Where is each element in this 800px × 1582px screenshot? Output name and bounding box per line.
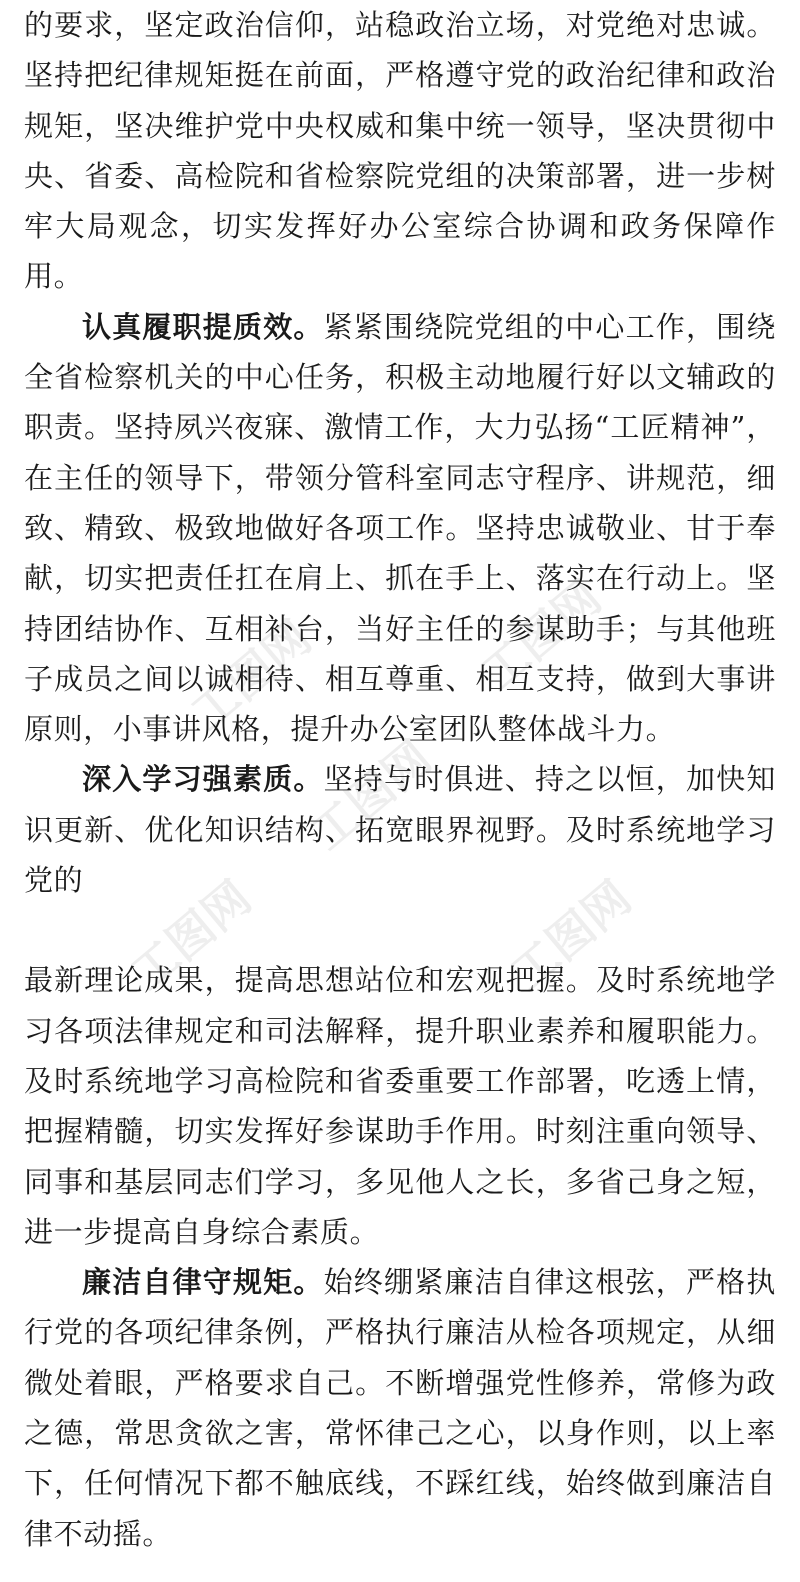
watermark: 工图网 — [120, 870, 262, 1001]
paragraph-study-continued — [24, 955, 776, 1257]
paragraph-heading: 廉洁自律守规矩。 — [82, 1265, 324, 1300]
paragraph-text: 紧紧围绕院党组的中心工作，围绕全省检察机关的中心任务，积极主动地履行好以文辅政的职责。坚持夙兴夜寐、激情工作，大力弘扬“工匠精神”，在主任的领导下，带领分管科室同志守程序、讲规范，细致、精致、极致地做好各项工作。坚持忠诚敬业、甘于奉献，切实把责任扛在肩上、抓在手上、落实在行动上。坚持团结协作、互相补台，当好主任的参谋助手；与其他班子成员之间以诚相待、相互尊重、相互支持，做到大事讲原则，小事讲风格，提升办公室团队整体战斗力。 — [24, 309, 776, 747]
paragraph-text: 最新理论成果，提高思想站位和宏观把握。及时系统地学习各项法律规定和司法解释，提升职业素养和履职能力。及时系统地学习高检院和省委重要工作部署，吃透上情，把握精髓，切实发挥好参谋助手作用。时刻注重向领导、同事和基层同志们学习，多见他人之长，多省己身之短，进一步提高自身综合素质。 — [24, 963, 776, 1249]
document-body — [24, 0, 776, 1559]
paragraph-performance — [24, 302, 776, 755]
paragraph-study — [24, 754, 776, 905]
paragraph-heading: 认真履职提质效。 — [82, 309, 324, 344]
paragraph-continuation — [24, 0, 776, 302]
watermark: 工图网 — [300, 730, 442, 861]
paragraph-text: 始终绷紧廉洁自律这根弦，严格执行党的各项纪律条例，严格执行廉洁从检各项规定，从细微处着眼，严格要求自己。不断增强党性修养，常修为政之德，常思贪欲之害，常怀律己之心，以身作则，以上率下，任何情况下都不触底线，不踩红线，始终做到廉洁自律不动摇。 — [24, 1265, 776, 1551]
page-break-gap — [24, 905, 776, 955]
watermark: 工图网 — [470, 570, 612, 701]
paragraph-text: 的要求，坚定政治信仰，站稳政治立场，对党绝对忠诚。坚持把纪律规矩挺在前面，严格遵守党的政治纪律和政治规矩，坚决维护党中央权威和集中统一领导，坚决贯彻中央、省委、高检院和省检察院党组的决策部署，进一步树牢大局观念，切实发挥好办公室综合协调和政务保障作用。 — [24, 8, 776, 294]
watermark: 工图网 — [180, 610, 322, 741]
paragraph-integrity — [24, 1257, 776, 1559]
paragraph-heading: 深入学习强素质。 — [82, 762, 324, 797]
paragraph-text: 坚持与时俱进、持之以恒，加快知识更新、优化知识结构、拓宽眼界视野。及时系统地学习党的 — [24, 762, 776, 898]
watermark: 工图网 — [500, 870, 642, 1001]
